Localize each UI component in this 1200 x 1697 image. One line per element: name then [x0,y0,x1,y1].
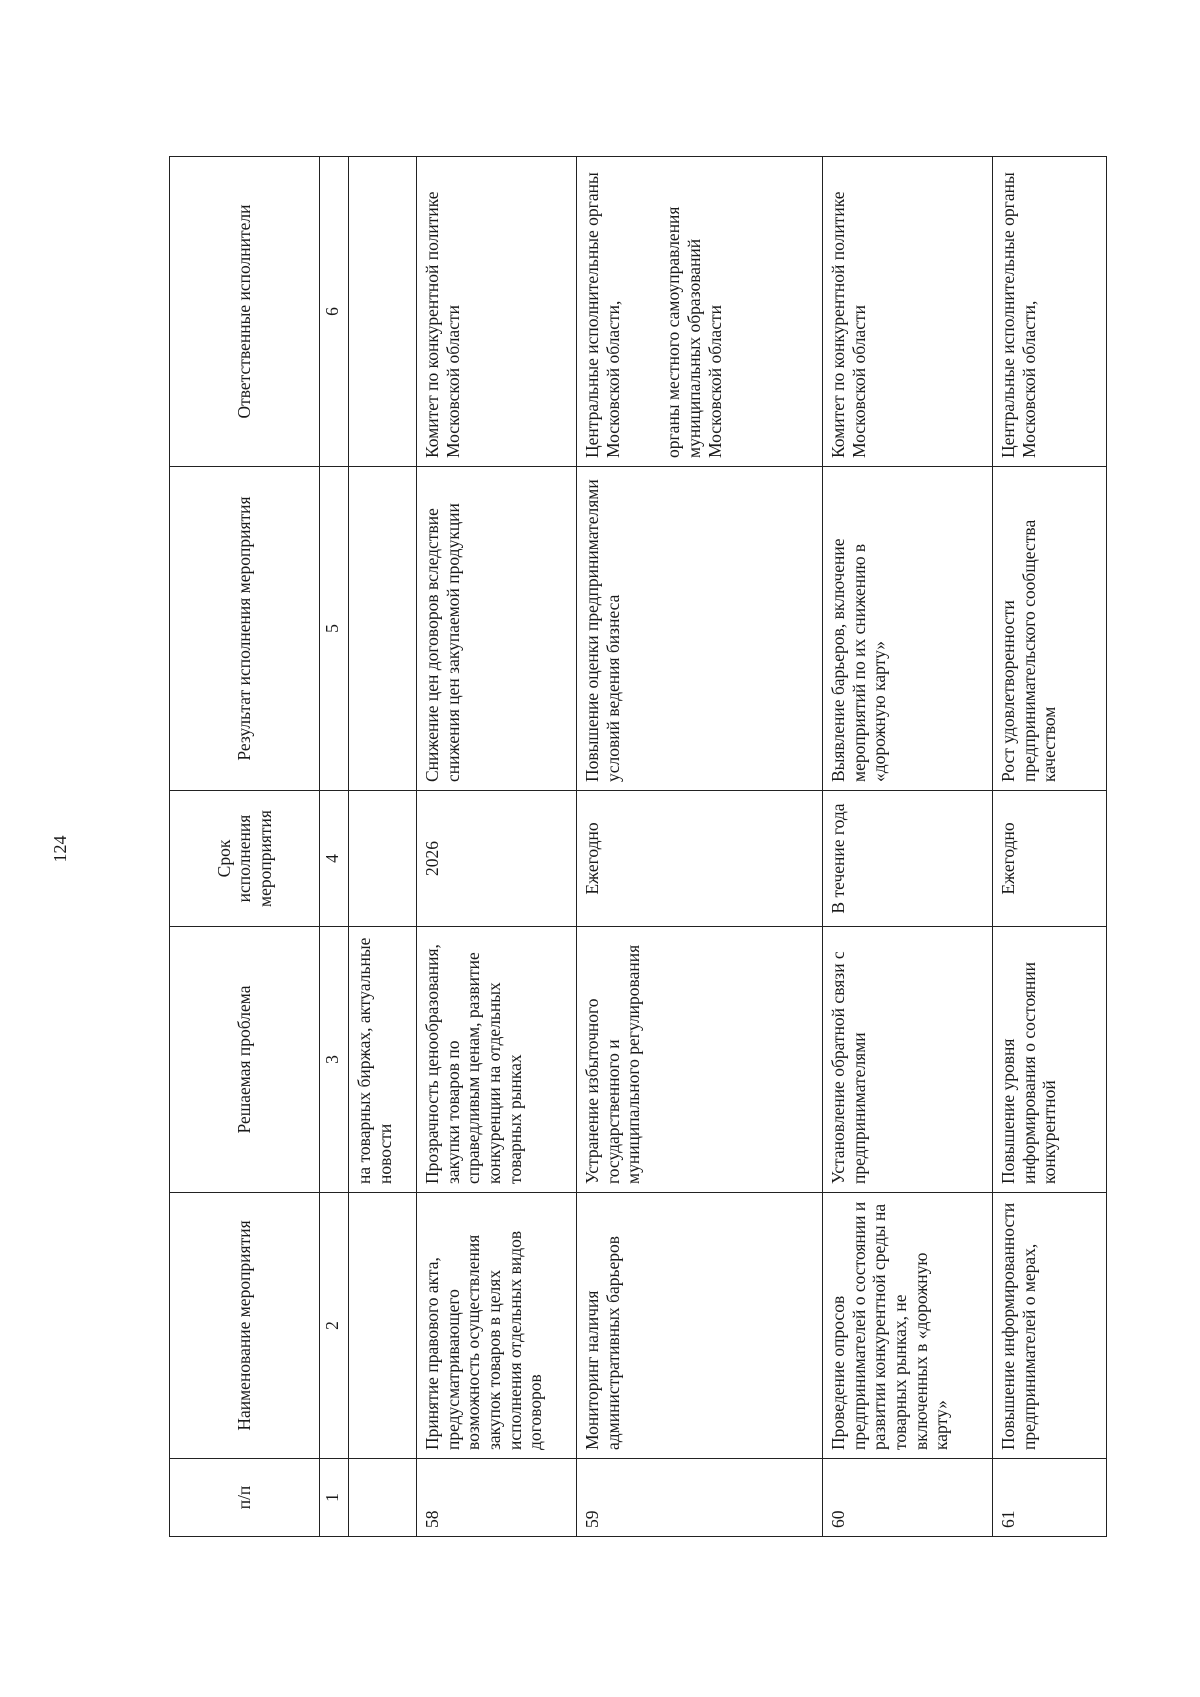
cell-problem: Прозрачность ценообразования, закупки товаров по справедливым ценам, развитие конкуренции на отдельных товарных рынках [417,927,577,1193]
cell-result: Выявление барьеров, включение мероприятий по их снижению в «дорожную карту» [823,467,993,791]
header-problem: Решаемая проблема [170,927,320,1193]
cell-deadline [349,791,417,927]
cell-num: 61 [993,1459,1107,1537]
cell-num [349,1459,417,1537]
cell-problem: Установление обратной связи с предпринимателями [823,927,993,1193]
cell-num: 60 [823,1459,993,1537]
cell-executors [349,157,417,467]
executors-primary: Центральные исполнительные органы Московской области, [998,172,1039,458]
column-number: 2 [320,1193,349,1459]
header-name: Наименование мероприятия [170,1193,320,1459]
cell-deadline: Ежегодно [577,791,823,927]
page-number: 124 [50,835,70,863]
cell-deadline: В течение года [823,791,993,927]
cell-executors [823,157,993,467]
cell-deadline: 2026 [417,791,577,927]
header-deadline: Срок исполнения мероприятия [170,791,320,927]
column-number: 1 [320,1459,349,1537]
column-number-row [320,157,349,1537]
executors-secondary: органы местного самоуправления муниципальных образований Московской области [663,206,725,458]
rotated-table-container [169,157,1101,1537]
cell-executors [577,157,823,467]
cell-result: Рост удовлетворенности предпринимательского сообщества качеством [993,467,1107,791]
cell-name [349,1193,417,1459]
table-row [577,157,823,1537]
cell-num: 58 [417,1459,577,1537]
header-executors: Ответственные исполнители [170,157,320,467]
table-row [993,157,1107,1537]
cell-name: Повышение информированности предпринимателей о мерах, [993,1193,1107,1459]
cell-problem: на товарных биржах, актуальные новости [349,927,417,1193]
table-header-row [170,157,320,1537]
cell-name: Проведение опросов предпринимателей о состоянии и развитии конкурентной среды на товарных рынках, не включенных в «дорожную карту» [823,1193,993,1459]
column-number: 4 [320,791,349,927]
header-result: Результат исполнения мероприятия [170,467,320,791]
executors-gap [623,165,663,458]
cell-problem: Повышение уровня информирования о состоянии конкурентной [993,927,1107,1193]
cell-result: Повышение оценки предпринимателями условий ведения бизнеса [577,467,823,791]
column-number: 6 [320,157,349,467]
cell-result [349,467,417,791]
header-num: п/п [170,1459,320,1537]
column-number: 3 [320,927,349,1193]
executors-primary: Комитет по конкурентной политике Московской области [422,191,463,458]
executors-primary: Комитет по конкурентной политике Московской области [828,191,869,458]
column-number: 5 [320,467,349,791]
measures-table [169,156,1107,1537]
cell-result: Снижение цен договоров вследствие снижения цен закупаемой продукции [417,467,577,791]
table-row [823,157,993,1537]
cell-executors [993,157,1107,467]
cell-name: Принятие правового акта, предусматривающего возможность осуществления закупок товаров в целях исполнения отдельных видов договоров [417,1193,577,1459]
cell-num: 59 [577,1459,823,1537]
cell-problem: Устранение избыточного государственного и муниципального регулирования [577,927,823,1193]
table-row-continuation [349,157,417,1537]
executors-primary: Центральные исполнительные органы Московской области, [582,172,623,458]
cell-name: Мониторинг наличия административных барьеров [577,1193,823,1459]
table-row [417,157,577,1537]
cell-deadline: Ежегодно [993,791,1107,927]
cell-executors [417,157,577,467]
